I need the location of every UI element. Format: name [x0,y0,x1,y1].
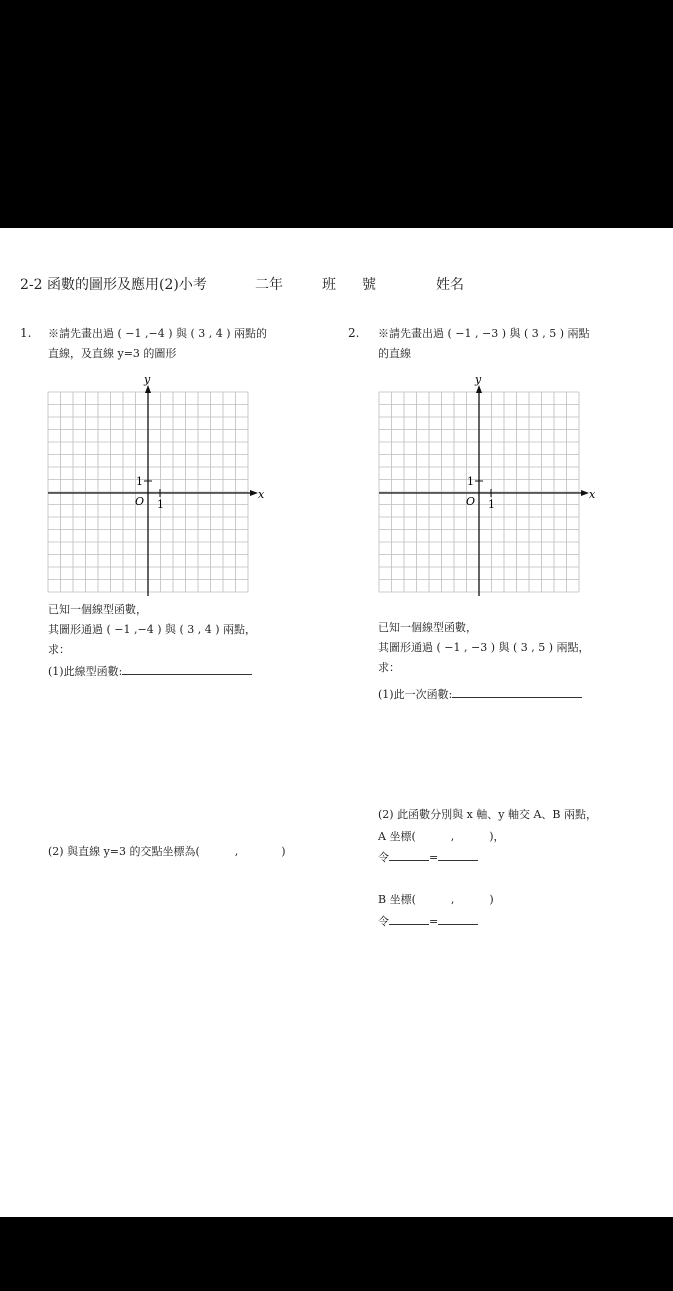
q2-b-comma: , [450,893,455,906]
name-label: 姓名 [436,277,464,293]
q2-b-label: B 坐標( [378,893,416,906]
q2-part2-line1: (2) 此函數分別與 x 軸、y 軸交 A、B 兩點， [378,808,598,821]
q2-let-a-blank-right[interactable] [438,849,478,861]
q1-info-line2: 其圖形通過 ( −1 ,−4 ) 與 ( 3 , 4 ) 兩點， [48,623,257,636]
q1-part2-close: ) [281,845,286,858]
q2-let-b-blank-left[interactable] [389,913,429,925]
page-title: 2-2 函數的圖形及應用(2)小考 [20,277,207,293]
q1-origin-label: O [135,495,145,508]
q1-part2-label: (2) 與直線 y=3 的交點坐標為( [48,845,200,858]
q2-a-comma: , [450,830,455,843]
q2-let-b-blank-right[interactable] [438,913,478,925]
q2-y-arrow [476,385,482,393]
q2-number: 2. [348,326,360,340]
q2-info-line2: 其圖形通過 ( −1 , −3 ) 與 ( 3 , 5 ) 兩點， [378,641,590,654]
q2-info-line3: 求： [378,661,400,674]
q1-part1 [48,662,252,681]
q2-y-tick-label: 1 [467,475,474,488]
q2-prompt-line1: ※請先畫出過 ( −1 , −3 ) 與 ( 3 , 5 ) 兩點 [378,327,590,340]
q2-part1-label: (1)此一次函數: [378,688,453,701]
q2-part1 [378,685,582,704]
q2-eq-a: = [429,851,439,864]
q2-a-label: A 坐標( [378,830,416,843]
q2-let-b [378,912,478,931]
q2-y-axis-label: y [475,374,482,386]
q1-x-arrow [250,490,258,496]
seat-label: 號 [362,277,376,293]
q1-part1-answer-blank[interactable] [122,663,252,675]
q2-info-line1: 已知一個線型函數， [378,621,477,634]
q2-b-coordinate [378,890,494,909]
q2-origin-label: O [466,495,476,508]
q2-let-a [378,848,478,867]
q1-coordinate-grid[interactable] [36,374,266,599]
q2-part1-answer-blank[interactable] [452,686,582,698]
grade-label: 二年 [255,277,283,293]
q2-a-coordinate [378,827,505,846]
q1-number: 1. [20,326,32,340]
q2-prompt-line2: 的直線 [378,347,411,360]
q1-y-arrow [145,385,151,393]
q2-x-arrow [581,490,589,496]
q1-info-line1: 已知一個線型函數， [48,603,147,616]
q2-a-close: )， [489,830,505,843]
q2-let-a-blank-left[interactable] [389,849,429,861]
q1-info-line3: 求： [48,643,70,656]
q1-prompt-line2: 直線，及直線 y=3 的圖形 [48,347,177,360]
q1-x-tick-label: 1 [157,498,164,511]
q2-x-tick-label: 1 [488,498,495,511]
q2-x-axis-label: x [589,488,596,501]
q1-part2 [48,842,286,861]
worksheet-page [0,228,673,1217]
q1-x-axis-label: x [258,488,265,501]
q1-part1-label: (1)此線型函數: [48,665,123,678]
q2-let-b-label: 令 [378,915,389,928]
q2-eq-b: = [429,915,439,928]
q2-let-a-label: 令 [378,851,389,864]
q1-y-tick-label: 1 [136,475,143,488]
q1-prompt-line1: ※請先畫出過 ( −1 ,−4 ) 與 ( 3 , 4 ) 兩點的 [48,327,268,340]
q1-y-axis-label: y [144,374,151,386]
q1-part2-comma: , [234,845,239,858]
class-label: 班 [322,277,336,293]
q2-coordinate-grid[interactable] [367,374,597,599]
q2-b-close: ) [489,893,494,906]
